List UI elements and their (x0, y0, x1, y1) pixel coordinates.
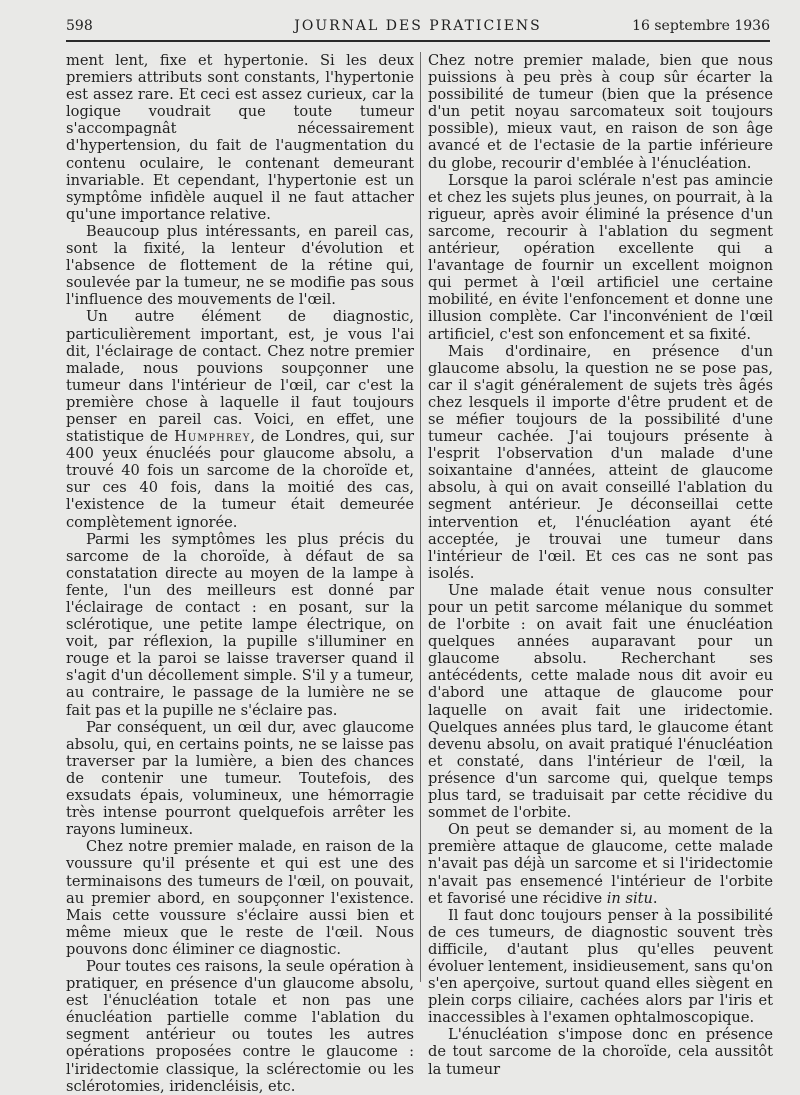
paragraph: Chez notre premier malade, bien que nous puissions à peu près à coup sûr écarter la possibilité de tumeur (bien que la présence d'un petit noyau sarcomateux soit toujours possible), mieux vaut, en raison de son âge avancé et de l'ectasie de la partie inférieure du globe, recourir d'emblée à l'énucléation. (428, 52, 773, 172)
left-column (66, 52, 414, 1095)
paragraph: On peut se demander si, au moment de la première attaque de glaucome, cette malade n'avait pas déjà un sarcome et si l'iridectomie n'avait pas ensemencé l'intérieur de l'orbite et favorisé une récidive in situ. (428, 821, 773, 907)
paragraph: Pour toutes ces raisons, la seule opération à pratiquer, en présence d'un glaucome absolu, est l'énucléation totale et non pas une énucléation partielle comme l'ablation du segment antérieur ou toutes les autres opérations proposées contre le glaucome : l'iridectomie classique, la sclérectomie ou les sclérotomies, iridencléisis, etc. (66, 957, 414, 1095)
column-divider (420, 52, 421, 982)
issue-date: 16 septembre 1936 (632, 18, 770, 34)
paragraph: Parmi les symptômes les plus précis du sarcome de la choroïde, à défaut de sa constatation directe au moyen de la lampe à fente, l'un des meilleurs est donné par l'éclairage de contact : en posant, sur la sclérotique, une petite lampe électrique, on voit, par réflexion, la pupille s'illuminer en rouge et la paroi se laisse traverser quand il s'agit d'un décollement simple. S'il y a tumeur, au contraire, le passage de la lumière ne se fait pas et la pupille ne s'éclaire pas. (66, 530, 414, 719)
journal-title: JOURNAL DES PRATICIENS (294, 18, 542, 34)
latin-term: in situ (606, 889, 653, 907)
paragraph: L'énucléation s'impose donc en présence de tout sarcome de la choroïde, cela aussitôt la tumeur (428, 1026, 773, 1078)
paragraph: Mais d'ordinaire, en présence d'un glaucome absolu, la question ne se pose pas, car il s'agit généralement de sujets très âgés chez lesquels il importe d'être prudent et de se méfier toujours de la possibilité d'une tumeur cachée. J'ai toujours présente à l'esprit l'observation d'un malade d'une soixantaine d'années, atteint de glaucome absolu, à qui on avait conseillé l'ablation du segment antérieur. Je déconseillai cette intervention et, l'énucléation ayant été acceptée, je trouvai une tumeur dans l'intérieur de l'œil. Et ces cas ne sont pas isolés. (428, 342, 773, 582)
author-name: Humphrey (174, 428, 251, 446)
paragraph: Un autre élément de diagnostic, particulièrement important, est, je vous l'ai dit, l'éclairage de contact. Chez notre premier malade, nous pouvions soupçonner une tumeur dans l'intérieur de l'œil, car c'est la première chose à laquelle il faut toujours penser en pareil cas. Voici, en effet, une statistique de Humphrey, de Londres, qui, sur 400 yeux énucléés pour glaucome absolu, a trouvé 40 fois un sarcome de la choroïde et, sur ces 40 fois, dans la moitié des cas, l'existence de la tumeur était demeurée complètement ignorée. (66, 308, 415, 531)
paragraph: Beaucoup plus intéressants, en pareil cas, sont la fixité, la lenteur d'évolution et l'absence de flottement de la rétine qui, soulevée par la tumeur, ne se modifie pas sous l'influence des mouvements de l'œil. (66, 222, 414, 309)
paragraph: Chez notre premier malade, en raison de la voussure qu'il présente et qui est une des terminaisons des tumeurs de l'œil, on pouvait, au premier abord, en soupçonner l'existence. Mais cette voussure s'éclaire aussi bien et même mieux que le reste de l'œil. Nous pouvons donc éliminer ce diagnostic. (66, 838, 414, 958)
page-header (66, 16, 770, 42)
paragraph: Une malade était venue nous consulter pour un petit sarcome mélanique du sommet de l'orbite : on avait fait une énucléation quelques années auparavant pour un glaucome absolu. Recherchant ses antécédents, cette malade nous dit avoir eu d'abord une attaque de glaucome pour laquelle on avait fait une iridectomie. Quelques années plus tard, le glaucome étant devenu absolu, on avait pratiqué l'énucléation et constaté, dans l'intérieur de l'œil, la présence d'un sarcome qui, quelque temps plus tard, se traduisait par cette récidive du sommet de l'orbite. (428, 581, 773, 822)
paragraph: Par conséquent, un œil dur, avec glaucome absolu, qui, en certains points, ne se laisse pas traverser par la lumière, a bien des chances de contenir une tumeur. Toutefois, des exsudats épais, volumineux, une hémorragie très intense pourront quelquefois arrêter les rayons lumineux. (66, 718, 414, 839)
page-number: 598 (66, 18, 93, 34)
right-column (428, 52, 773, 1078)
paragraph: Il faut donc toujours penser à la possibilité de ces tumeurs, de diagnostic souvent très difficile, d'autant plus qu'elles peuvent évoluer lentement, insidieusement, sans qu'on s'en aperçoive, surtout quand elles siègent en plein corps ciliaire, cachées alors par l'iris et inaccessibles à l'examen ophtalmoscopique. (428, 906, 773, 1027)
paragraph: Lorsque la paroi sclérale n'est pas amincie et chez les sujets plus jeunes, on pourrait, à la rigueur, après avoir éliminé la présence d'un sarcome, recourir à l'ablation du segment antérieur, opération excellente qui a l'avantage de fournir un excellent moignon qui permet à l'œil artificiel une certaine mobilité, en évite l'enfoncement et donne une illusion complète. Car l'inconvénient de l'œil artificiel, c'est son enfoncement et sa fixité. (428, 171, 773, 343)
paragraph: ment lent, fixe et hypertonie. Si les deux premiers attributs sont constants, l'hypertonie est assez rare. Et ceci est assez curieux, car la logique voudrait que toute tumeur s'accompagnât nécessairement d'hypertension, du fait de l'augmentation du contenu oculaire, le contenant demeurant invariable. Et cependant, l'hypertonie est un symptôme infidèle auquel il ne faut attacher qu'une importance relative. (66, 52, 414, 223)
